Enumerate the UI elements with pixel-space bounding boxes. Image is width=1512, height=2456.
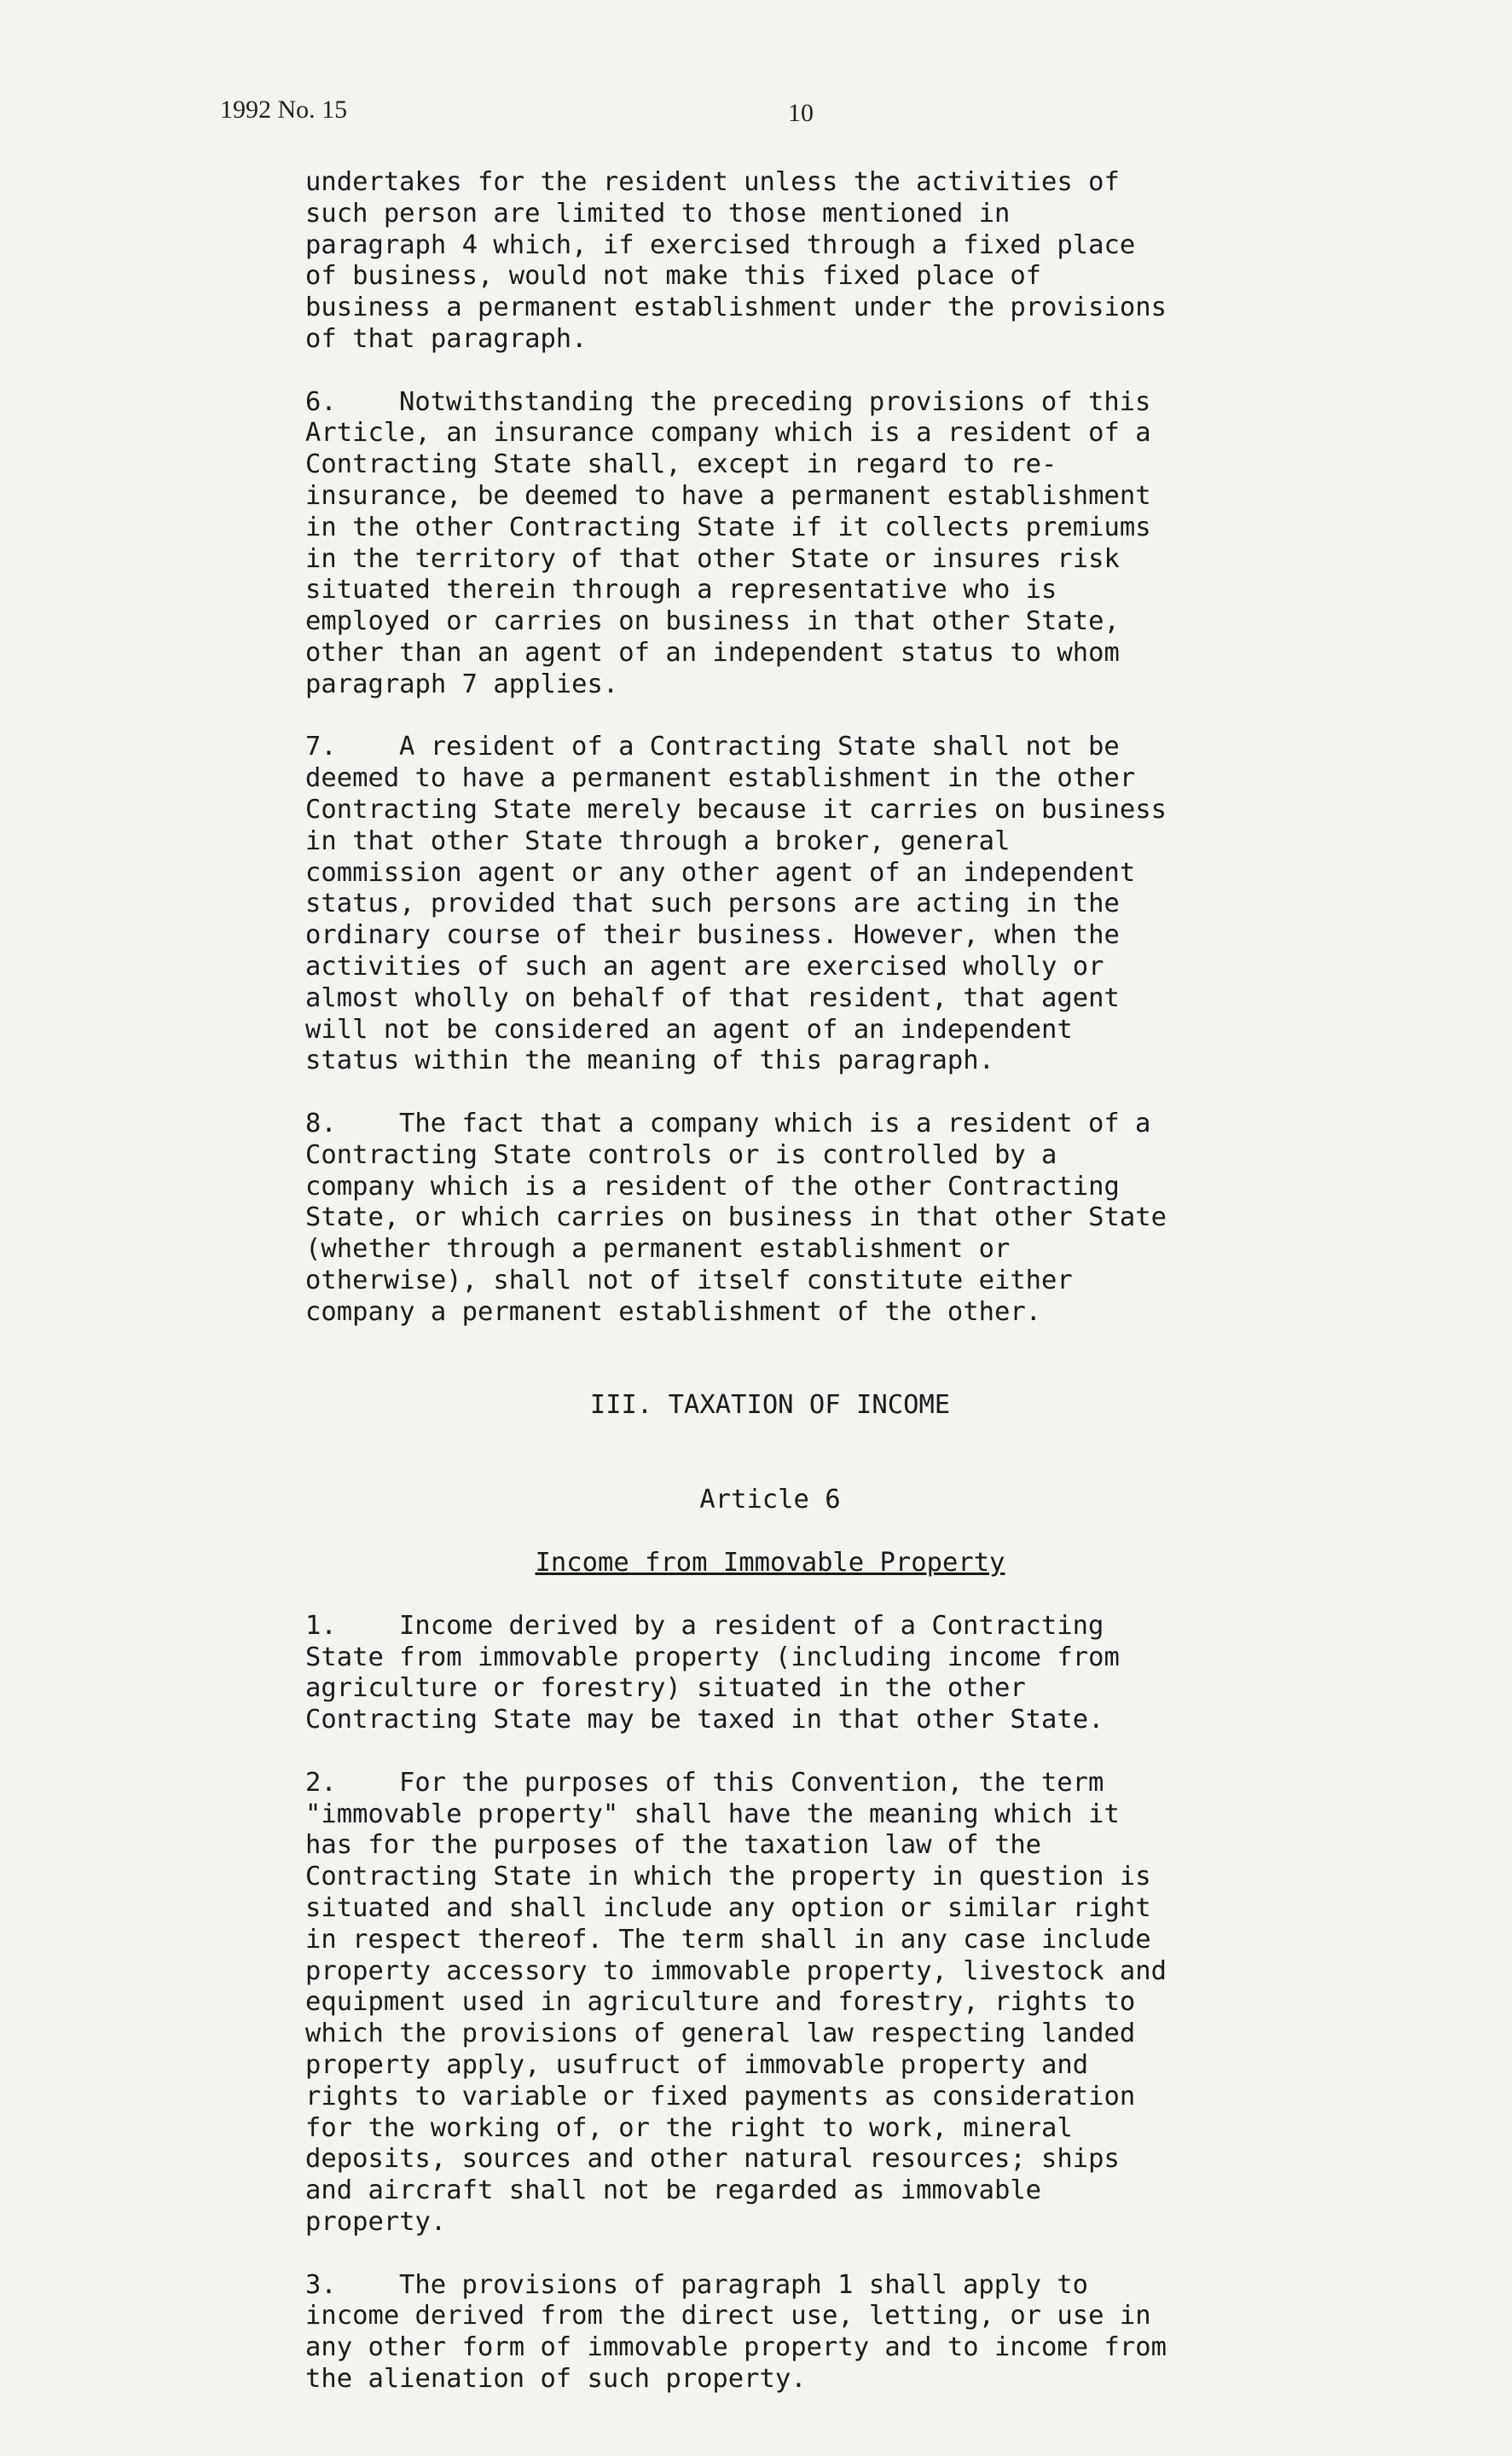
paragraph-text: For the purposes of this Convention, the term "immovable property" shall have the meaning which it has for the purposes of the taxation law of the Contracting State in which the property in question is situated and shall include any option or similar right in respect thereof. The term shall in any case include property accessory to immovable property, livestock and equipment used in agriculture and forestry, rights to which the provisions of general law respecting landed property apply, usufruct of immovable property and rights to variable or fixed payments as consideration for the working of, or the right to work, mineral deposits, sources and other natural resources; ships and aircraft shall not be regarded as immovable property. xyxy=(305,1767,1167,2238)
paragraph-text: Income derived by a resident of a Contracting State from immovable property (including income from agriculture or forestry) situated in the other Contracting State may be taxed in that other State. xyxy=(305,1610,1120,1735)
paragraph-number: 2. xyxy=(305,1767,337,1798)
paragraph-8 xyxy=(305,1109,1363,1329)
paragraph-text: undertakes for the resident unless the activities of such person are limited to those mentioned in paragraph 4 which, if exercised through a fixed place of business, would not make this fixed place of business a permanent establishment under the provisions of that paragraph. xyxy=(305,167,1167,354)
paragraph-text: The fact that a company which is a resident of a Contracting State controls or is controlled by a company which is a resident of the other Contracting State, or which carries on business in that other State (whether through a permanent establishment or otherwise), shall not of itself constitute either company a permanent establishment of the other. xyxy=(305,1108,1167,1327)
paragraph-continued xyxy=(305,167,1363,356)
article6-paragraph-2 xyxy=(305,1768,1363,2239)
article6-paragraph-3 xyxy=(305,2270,1363,2395)
paragraph-number: 6. xyxy=(305,386,337,417)
header-citation: 1992 No. 15 xyxy=(220,96,348,124)
paragraph-6 xyxy=(305,387,1363,701)
paragraph-number: 7. xyxy=(305,732,337,762)
paragraph-number: 8. xyxy=(305,1108,337,1138)
paragraph-7 xyxy=(305,732,1363,1077)
paragraph-number: 3. xyxy=(305,2269,337,2300)
article-title: Income from Immovable Property xyxy=(535,1548,1005,1578)
article-heading: Article 6 xyxy=(699,1485,841,1515)
page-number: 10 xyxy=(788,99,814,127)
section-heading: III. TAXATION OF INCOME xyxy=(589,1390,951,1421)
paragraph-text: The provisions of paragraph 1 shall apply to income derived from the direct use, letting, or use in any other form of immovable property and to income from the alienation of such property. xyxy=(305,2269,1167,2394)
body-text xyxy=(305,167,1363,2427)
article6-paragraph-1 xyxy=(305,1611,1363,1736)
paragraph-text: Notwithstanding the preceding provisions of this Article, an insurance company which is a resident of a Contracting State shall, except in regard to re- insurance, be deemed to have a permanent establishment in the other Contracting State if it collects premiums in the territory of that other State or insures risk situated therein through a representative who is employed or carries on business in that other State, other than an agent of an independent status to whom paragraph 7 applies. xyxy=(305,386,1151,699)
paragraph-text: A resident of a Contracting State shall not be deemed to have a permanent establishment in the other Contracting State merely because it carries on business in that other State through a broker, general commission agent or any other agent of an independent status, provided that such persons are acting in the ordinary course of their business. However, when the activities of such an agent are exercised wholly or almost wholly on behalf of that resident, that agent will not be considered an agent of an independent status within the meaning of this paragraph. xyxy=(305,732,1167,1076)
paragraph-number: 1. xyxy=(305,1610,337,1641)
